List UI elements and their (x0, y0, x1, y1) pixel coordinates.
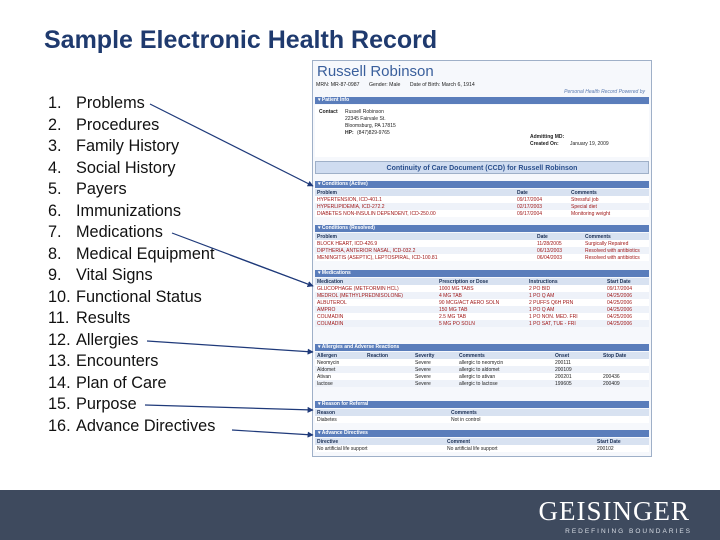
item-number: 15. (48, 395, 71, 413)
col-header: Medication (315, 278, 437, 285)
cell: 1 PO SAT, TUE - FRI (527, 320, 605, 327)
table-row (315, 240, 649, 247)
table-row (315, 196, 649, 203)
table-row (315, 247, 649, 254)
created-date: January 19, 2009 (570, 141, 609, 147)
medications-table (315, 278, 649, 327)
list-item (48, 179, 215, 201)
ccd-section-list (48, 93, 215, 437)
section-label: Conditions (Active) (321, 181, 368, 187)
col-header: Comments (449, 409, 649, 416)
item-label: Functional Status (76, 287, 202, 306)
patient-name: Russell Robinson (317, 63, 434, 80)
gender-label: Gender: Male (368, 82, 401, 88)
col-header: Start Date (595, 438, 649, 445)
cell: 04/25/2006 (605, 313, 649, 320)
cell: 02/17/2003 (515, 203, 569, 210)
list-item (48, 265, 215, 287)
cell: MENINGITIS (ASEPTIC), LEPTOSPIRAL, ICD-100.81 (315, 254, 535, 261)
cell: 2 PO BID (527, 285, 605, 292)
table-row (315, 210, 649, 217)
section-label: Medications (321, 270, 351, 276)
cell: 1 PO Q AM (527, 306, 605, 313)
table-row (315, 359, 649, 366)
col-header: Problem (315, 189, 515, 196)
item-label: Allergies (76, 330, 139, 349)
cell: Resolved with antibiotics (583, 254, 649, 261)
list-item (48, 244, 215, 266)
table-row (315, 306, 649, 313)
item-number: 7. (48, 223, 62, 241)
cell: Diabetes (315, 416, 449, 423)
table-row (315, 445, 649, 452)
address-line1: 22345 Fairvale St. (345, 116, 386, 122)
patient-meta (316, 82, 646, 88)
item-number: 2. (48, 115, 62, 134)
table-row (315, 366, 649, 373)
cell: 1 PO NON. MED. FRI (527, 313, 605, 320)
col-header: Onset (553, 352, 601, 359)
col-header: Severity (413, 352, 457, 359)
item-label: Results (76, 309, 131, 327)
col-header: Comments (583, 233, 649, 240)
cell (365, 380, 413, 387)
col-header: Directive (315, 438, 445, 445)
cell: 04/25/2006 (605, 320, 649, 327)
item-number: 12. (48, 330, 71, 349)
section-label: Allergies and Adverse Reactions (321, 344, 400, 350)
cell: 200201 (553, 373, 601, 380)
conditions-active-table (315, 189, 649, 217)
contact-label: Contact (319, 109, 338, 115)
list-item (48, 394, 215, 416)
cell: GLUCOPHAGE (METFORMIN HCL) (315, 285, 437, 292)
slide-title: Sample Electronic Health Record (44, 26, 438, 54)
cell: 06/04/2003 (535, 254, 583, 261)
cell: Resolved with antibiotics (583, 247, 649, 254)
cell: 2 PUFFS Q6H PRN (527, 299, 605, 306)
arrow-medical-equipment (230, 255, 313, 286)
cell: Ativan (315, 373, 365, 380)
table-row (315, 203, 649, 210)
cell: 2.5 MG TAB (437, 313, 527, 320)
cell: 5 MG PO SOLN (437, 320, 527, 327)
cell: BLOCK HEART, ICD-426.9 (315, 240, 535, 247)
cell: 06/13/2003 (535, 247, 583, 254)
directives-table (315, 438, 649, 452)
item-number: 6. (48, 201, 62, 220)
table-row (315, 299, 649, 306)
item-label: Medications (76, 223, 163, 241)
cell: Severe (413, 359, 457, 366)
item-label: Payers (76, 180, 127, 198)
cell: Stressful job (569, 196, 649, 203)
table-row (315, 313, 649, 320)
table-row (315, 320, 649, 327)
referral-bar[interactable]: ▾ Reason for Referral (315, 401, 649, 408)
cell: HYPERTENSION, ICD-401.1 (315, 196, 515, 203)
cell (365, 359, 413, 366)
mrn-label: MRN: MR-87-0987 (316, 82, 360, 88)
table-row (315, 380, 649, 387)
medications-bar[interactable]: ▾ Medications (315, 270, 649, 277)
ccd-title-bar: Continuity of Care Document (CCD) for Russell Robinson (315, 161, 649, 174)
item-number: 9. (48, 266, 62, 284)
col-header: Comment (445, 438, 595, 445)
cell: allergic to ativan (457, 373, 553, 380)
col-header: Date (535, 233, 583, 240)
item-label: Encounters (76, 352, 159, 370)
patient-info-block (315, 105, 649, 157)
cell: 4 MG TAB (437, 292, 527, 299)
col-header: Prescription or Dose (437, 278, 527, 285)
item-label: Procedures (76, 115, 160, 134)
cell: lactose (315, 380, 365, 387)
col-header: Instructions (527, 278, 605, 285)
cell: 1 PO Q AM (527, 292, 605, 299)
cell: allergic to neomycin (457, 359, 553, 366)
allergies-table (315, 352, 649, 387)
cell: Severe (413, 373, 457, 380)
table-row (315, 373, 649, 380)
cell: 09/17/2004 (515, 210, 569, 217)
phone-number: (847)829-9765 (357, 130, 390, 136)
list-item (48, 158, 215, 180)
item-number: 11. (48, 309, 70, 327)
cell: 90 MCG/ACT AERO SOLN (437, 299, 527, 306)
item-number: 4. (48, 158, 62, 177)
cell: 1000 MG TABS (437, 285, 527, 292)
cell: 200109 (553, 366, 601, 373)
arrow-advance-directives (232, 430, 313, 435)
patient-info-bar: ▾ Patient Info (315, 97, 649, 104)
list-item (48, 136, 215, 158)
cell: 11/28/2005 (535, 240, 583, 247)
cell: 200102 (595, 445, 649, 452)
cell: allergic to aldomet (457, 366, 553, 373)
table-row (315, 292, 649, 299)
tagline: REDEFINING BOUNDARIES (565, 528, 692, 535)
col-header: Start Date (605, 278, 649, 285)
item-label: Problems (76, 94, 145, 112)
cell: 04/25/2006 (605, 299, 649, 306)
item-number: 13. (48, 352, 71, 370)
cell: Severe (413, 366, 457, 373)
referral-table (315, 409, 649, 423)
cell: DIABETES NON-INSULIN DEPENDENT, ICD-250.00 (315, 210, 515, 217)
cell: 04/25/2006 (605, 306, 649, 313)
cell: COLMADIN (315, 320, 437, 327)
section-label: Advance Directives (321, 430, 368, 436)
cell: No artificial life support (315, 445, 445, 452)
section-label: Patient Info (321, 97, 350, 103)
list-item (48, 287, 215, 309)
cell: Special diet (569, 203, 649, 210)
table-row (315, 416, 649, 423)
col-header: Date (515, 189, 569, 196)
col-header: Stop Date (601, 352, 649, 359)
cell: DIPTHERIA, ANTERIOR NASAL, ICD-032.2 (315, 247, 535, 254)
item-number: 14. (48, 373, 71, 392)
cell: Neomycin (315, 359, 365, 366)
item-label: Immunizations (76, 201, 181, 220)
cell: Not in control (449, 416, 649, 423)
cell: allergic to lactose (457, 380, 553, 387)
item-number: 10. (48, 287, 71, 306)
cell: Aldomet (315, 366, 365, 373)
ehr-screenshot (312, 60, 652, 457)
item-number: 8. (48, 244, 62, 263)
allergies-bar[interactable]: ▾ Allergies and Adverse Reactions (315, 344, 649, 351)
col-header: Reason (315, 409, 449, 416)
cell: Monitoring weight (569, 210, 649, 217)
item-number: 1. (48, 94, 62, 112)
phr-caption: Personal Health Record Powered by (564, 89, 645, 95)
table-row (315, 254, 649, 261)
cell: Surgically Repaired (583, 240, 649, 247)
list-item (48, 308, 215, 330)
cell: 09/17/2004 (605, 285, 649, 292)
col-header: Reaction (365, 352, 413, 359)
item-number: 16. (48, 416, 71, 435)
phone-label: HP: (345, 130, 354, 136)
conditions-resolved-bar[interactable]: ▾ Conditions (Resolved) (315, 225, 649, 232)
contact-name: Russell Robinson (345, 109, 384, 115)
dob-label: Date of Birth: March 6, 1914 (409, 82, 475, 88)
list-item (48, 351, 215, 373)
cell: No artificial life support (445, 445, 595, 452)
cell: 199605 (553, 380, 601, 387)
list-item (48, 330, 215, 352)
cell: 200111 (553, 359, 601, 366)
item-label: Social History (76, 158, 176, 177)
cell: ALBUTEROL (315, 299, 437, 306)
cell (601, 359, 649, 366)
cell: 04/25/2006 (605, 292, 649, 299)
cell: MEDROL (METHYLPREDNISOLONE) (315, 292, 437, 299)
list-item (48, 201, 215, 223)
section-label: Conditions (Resolved) (321, 225, 375, 231)
list-item (48, 115, 215, 137)
col-header: Allergen (315, 352, 365, 359)
cell (365, 366, 413, 373)
created-label: Created On: (530, 141, 559, 147)
item-number: 5. (48, 180, 62, 198)
conditions-resolved-table (315, 233, 649, 261)
table-row (315, 285, 649, 292)
cell: Severe (413, 380, 457, 387)
directives-bar[interactable]: ▾ Advance Directives (315, 430, 649, 437)
cell: 150 MG TAB (437, 306, 527, 313)
address-line2: Bloomsburg, PA 17815 (345, 123, 396, 129)
section-label: Reason for Referral (321, 401, 369, 407)
list-item (48, 416, 215, 438)
item-label: Medical Equipment (76, 244, 215, 263)
cell: 09/17/2004 (515, 196, 569, 203)
item-label: Family History (76, 137, 180, 155)
item-label: Vital Signs (76, 266, 153, 284)
conditions-active-bar[interactable]: ▾ Conditions (Active) (315, 181, 649, 188)
col-header: Comments (569, 189, 649, 196)
list-item (48, 373, 215, 395)
col-header: Problem (315, 233, 535, 240)
cell (601, 366, 649, 373)
item-number: 3. (48, 137, 62, 155)
item-label: Purpose (76, 395, 137, 413)
cell: AMPRO (315, 306, 437, 313)
list-item (48, 93, 215, 115)
geisinger-logo: GEISINGER (538, 496, 690, 526)
item-label: Advance Directives (76, 416, 216, 435)
item-label: Plan of Care (76, 373, 167, 392)
cell: COLMADIN (315, 313, 437, 320)
cell: 200436 (601, 373, 649, 380)
admitting-label: Admitting MD: (530, 134, 565, 140)
col-header: Comments (457, 352, 553, 359)
list-item (48, 222, 215, 244)
cell: HYPERLIPIDEMIA, ICD-272.2 (315, 203, 515, 210)
cell: 200409 (601, 380, 649, 387)
cell (365, 373, 413, 380)
